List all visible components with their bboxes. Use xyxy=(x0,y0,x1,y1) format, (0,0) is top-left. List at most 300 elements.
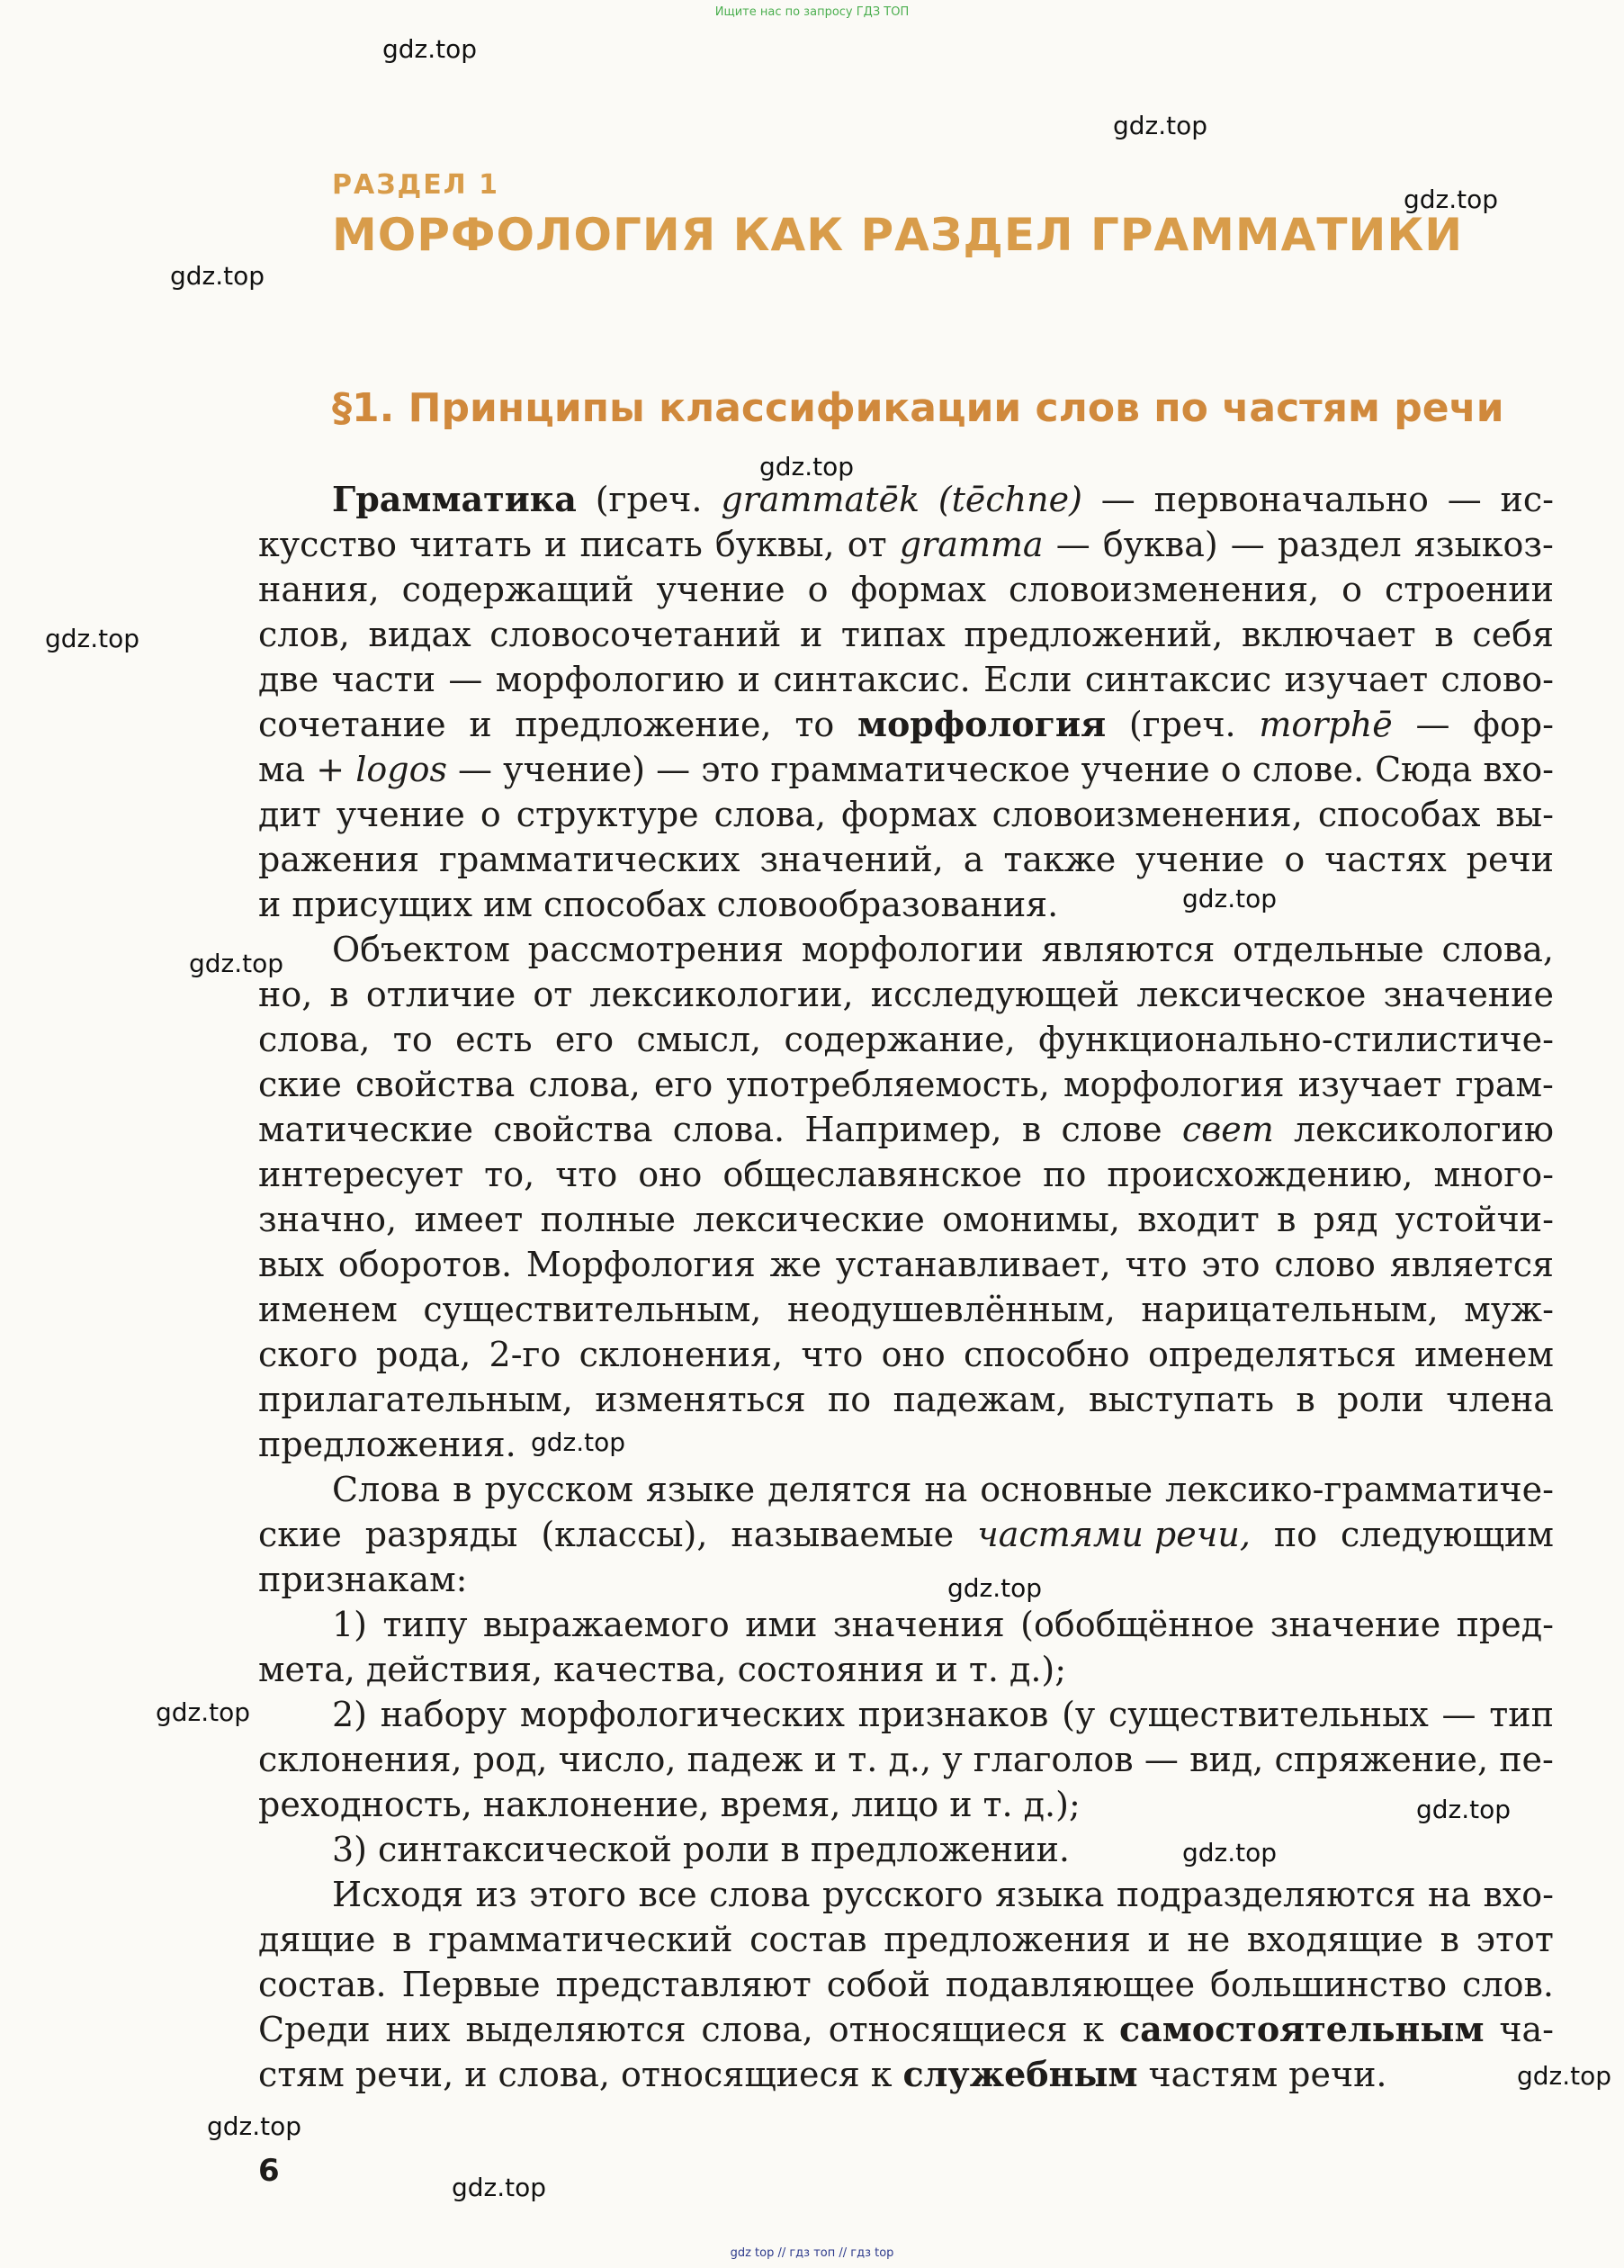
word: вы- xyxy=(1495,795,1554,834)
word: исследующей xyxy=(870,975,1120,1014)
word: лексико-грамматиче- xyxy=(1165,1470,1554,1509)
word: (греч. xyxy=(1128,705,1236,744)
word: все xyxy=(638,1875,697,1914)
word: Сюда xyxy=(1375,750,1473,789)
word: свойства xyxy=(355,1065,516,1104)
word: ма xyxy=(258,750,306,789)
text-line xyxy=(258,612,1554,657)
word: подавляющее xyxy=(945,1965,1196,2004)
footer-note: gdz top // гдз топ // гдз top xyxy=(730,2246,894,2260)
word: две xyxy=(258,660,319,699)
word: то xyxy=(794,705,835,744)
word: ского xyxy=(258,1335,358,1374)
word: вид, xyxy=(1189,1740,1264,1779)
word: — xyxy=(458,750,493,789)
body-text xyxy=(258,477,1554,2097)
word: стям xyxy=(258,2055,345,2094)
word: собой xyxy=(826,1965,930,2004)
word: существительным, xyxy=(423,1290,762,1329)
word: и xyxy=(813,1740,838,1779)
word: ские xyxy=(258,1515,342,1554)
word: значно, xyxy=(258,1200,398,1239)
word: предложения. xyxy=(258,1425,516,1464)
word: что xyxy=(1125,1245,1188,1284)
word: — xyxy=(1055,525,1090,564)
word: определяться xyxy=(1147,1335,1396,1374)
word: предложений, xyxy=(964,615,1224,654)
word: самостоятельным xyxy=(1119,2009,1485,2049)
word: на xyxy=(1428,1875,1471,1914)
text-line xyxy=(258,2007,1554,2052)
word: оборотов. xyxy=(337,1245,513,1284)
word: неодушевлённым, xyxy=(786,1290,1116,1329)
word: о xyxy=(1220,750,1242,789)
word: Слова xyxy=(332,1470,441,1509)
word: качества, xyxy=(553,1650,727,1689)
watermark: gdz.top xyxy=(1182,1838,1278,1868)
text-line xyxy=(258,1062,1554,1107)
word: относящиеся xyxy=(620,2055,860,2094)
word: слово- xyxy=(1440,660,1554,699)
word: из xyxy=(475,1875,517,1914)
word: формах xyxy=(841,795,977,834)
word: оно xyxy=(881,1335,946,1374)
word: нарицательным, xyxy=(1141,1290,1439,1329)
header-note: Ищите нас по запросу ГДЗ ТОП xyxy=(714,5,910,19)
word: состав xyxy=(749,1920,867,1959)
word: выступать xyxy=(1089,1380,1275,1419)
section-label: РАЗДЕЛ 1 xyxy=(332,169,499,201)
word: сочетание xyxy=(258,705,446,744)
word: Например, xyxy=(804,1110,1002,1149)
word: речи, xyxy=(354,2055,454,2094)
word: учение xyxy=(336,795,465,834)
word: слова. xyxy=(672,1110,785,1149)
word: то, xyxy=(484,1155,535,1194)
word: лицо xyxy=(851,1785,939,1824)
word: значения xyxy=(832,1605,1005,1644)
word: именем xyxy=(258,1290,398,1329)
word: разряды xyxy=(364,1515,518,1554)
word: по xyxy=(1043,1155,1087,1194)
word: предложение, xyxy=(515,705,772,744)
word: себя xyxy=(1472,615,1554,654)
word: матические xyxy=(258,1110,474,1149)
word: — xyxy=(1230,525,1265,564)
word: учение xyxy=(1135,840,1265,879)
word: то xyxy=(392,1020,433,1059)
text-line xyxy=(258,1827,1554,1872)
watermark: gdz.top xyxy=(452,2173,547,2202)
word: состояния xyxy=(737,1650,925,1689)
word: а xyxy=(963,840,984,879)
word: что xyxy=(801,1335,864,1374)
word: языке xyxy=(645,1470,756,1509)
word: падеж xyxy=(686,1740,803,1779)
word: типу xyxy=(382,1605,468,1644)
word: слова, xyxy=(528,1065,641,1104)
text-line xyxy=(258,1647,1554,1692)
watermark: gdz.top xyxy=(1404,184,1499,214)
word: у xyxy=(942,1740,963,1779)
word: 2) xyxy=(332,1695,368,1734)
word: вхо- xyxy=(1483,1875,1554,1914)
watermark: gdz.top xyxy=(1113,111,1208,140)
word: в xyxy=(1021,1110,1042,1149)
word: состав. xyxy=(258,1965,387,2004)
word: Объектом xyxy=(332,930,510,969)
word: и xyxy=(1147,1920,1171,1959)
word: строении xyxy=(1384,570,1554,609)
word: и xyxy=(469,705,492,744)
word: грамматический xyxy=(428,1920,733,1959)
word: к xyxy=(870,2055,893,2094)
text-line xyxy=(258,567,1554,612)
text-line xyxy=(258,657,1554,702)
word: отличие xyxy=(365,975,516,1014)
word: в xyxy=(329,975,349,1014)
word: морфология xyxy=(1063,1065,1285,1104)
word: в xyxy=(1296,1380,1315,1419)
word: предложении. xyxy=(810,1830,1070,1869)
word: ча- xyxy=(1499,2010,1554,2049)
word: имеет xyxy=(414,1200,524,1239)
paragraph-title: §1. Принципы классификации слов по частям речи xyxy=(332,385,1504,431)
text-line xyxy=(258,1917,1554,1962)
word: к xyxy=(1082,2010,1105,2049)
text-line xyxy=(258,1377,1554,1422)
text-line xyxy=(258,1467,1554,1512)
word: в xyxy=(453,1470,472,1509)
word: формах xyxy=(850,570,987,609)
word: языка xyxy=(995,1875,1105,1914)
word: синтаксической xyxy=(378,1830,672,1869)
word: пред- xyxy=(1456,1605,1554,1644)
word: — xyxy=(1415,705,1450,744)
word: и xyxy=(544,525,568,564)
text-line xyxy=(258,1962,1554,2007)
word: первоначально xyxy=(1153,480,1429,519)
word: Исходя xyxy=(332,1875,464,1914)
word: д.); xyxy=(1009,1650,1067,1689)
word: от xyxy=(847,525,887,564)
word: (классы), xyxy=(541,1515,708,1554)
word: и xyxy=(737,660,761,699)
word: наклонение, xyxy=(482,1785,710,1824)
word: является xyxy=(1389,1245,1554,1284)
word: спряжение, xyxy=(1274,1740,1489,1779)
text-line xyxy=(258,1017,1554,1062)
word: дит xyxy=(258,795,321,834)
word: есть xyxy=(455,1020,533,1059)
text-line xyxy=(258,1422,1554,1467)
word: — xyxy=(1447,480,1482,519)
word: значений, xyxy=(759,840,944,879)
word: делятся xyxy=(767,1470,912,1509)
word: вхо- xyxy=(1483,750,1554,789)
word: употребляемость, xyxy=(726,1065,1050,1104)
watermark: gdz.top xyxy=(207,2111,302,2141)
word: интересует xyxy=(258,1155,464,1194)
word: видах xyxy=(368,615,471,654)
word: основные xyxy=(980,1470,1153,1509)
word: словоизменения, xyxy=(991,795,1303,834)
word: нания, xyxy=(258,570,380,609)
word: буква) xyxy=(1102,525,1218,564)
text-line xyxy=(258,2052,1554,2097)
watermark: gdz.top xyxy=(1182,884,1278,914)
word: от xyxy=(533,975,573,1014)
word: устойчи- xyxy=(1395,1200,1554,1239)
text-line xyxy=(258,702,1554,747)
word: прилагательным, xyxy=(258,1380,573,1419)
word: (обобщённое xyxy=(1020,1605,1255,1644)
word: слова, xyxy=(1441,930,1554,969)
word: — xyxy=(1100,480,1135,519)
word: Грамматика xyxy=(332,479,577,519)
word: по xyxy=(1273,1515,1318,1554)
word: тип xyxy=(1489,1695,1554,1734)
word: фор- xyxy=(1473,705,1554,744)
word: (tēchne) xyxy=(938,480,1082,519)
watermark: gdz.top xyxy=(156,1697,251,1727)
word: и xyxy=(935,1650,958,1689)
word: склонения, xyxy=(258,1740,462,1779)
word: дящие xyxy=(258,1920,376,1959)
word: Если xyxy=(983,660,1072,699)
text-line xyxy=(258,477,1554,522)
text-line xyxy=(258,1557,1554,1602)
word: вых xyxy=(258,1245,325,1284)
text-line xyxy=(258,1242,1554,1287)
word: реходность, xyxy=(258,1785,472,1824)
word: слова, xyxy=(498,2055,610,2094)
word: морфология xyxy=(857,704,1107,744)
word: им xyxy=(483,885,533,924)
word: слова xyxy=(709,1875,811,1914)
word: — xyxy=(1144,1740,1179,1779)
word: его xyxy=(654,1065,713,1104)
page-number: 6 xyxy=(258,2153,280,2189)
word: функционально-стилистиче- xyxy=(1038,1020,1554,1059)
word: предложения xyxy=(884,1920,1131,1959)
word: изучает xyxy=(1284,660,1429,699)
word: что xyxy=(555,1155,618,1194)
word: этого xyxy=(529,1875,627,1914)
word: т. xyxy=(982,1785,1013,1824)
word: это xyxy=(1201,1245,1261,1284)
word: речи xyxy=(1466,840,1554,879)
word: входящие xyxy=(1246,1920,1424,1959)
word: слове xyxy=(1061,1110,1162,1149)
word: число, xyxy=(558,1740,677,1779)
word: это xyxy=(701,750,760,789)
text-line xyxy=(258,927,1554,972)
word: род, xyxy=(472,1740,548,1779)
word: смысл, xyxy=(636,1020,762,1059)
word: типах xyxy=(840,615,946,654)
word: свет xyxy=(1181,1110,1274,1149)
word: и xyxy=(949,1785,973,1824)
word: пе- xyxy=(1499,1740,1554,1779)
word: morphē xyxy=(1259,705,1393,744)
word: (греч. xyxy=(595,480,703,519)
word: полные xyxy=(540,1200,677,1239)
watermark: gdz.top xyxy=(170,261,265,291)
word: этот xyxy=(1476,1920,1554,1959)
word: — xyxy=(1441,1695,1476,1734)
word: в xyxy=(780,1830,800,1869)
word: них xyxy=(385,2010,451,2049)
word: слово xyxy=(1274,1245,1376,1284)
word: ис- xyxy=(1500,480,1554,519)
word: лексикологии, xyxy=(589,975,854,1014)
word: 1) xyxy=(332,1605,368,1644)
text-line xyxy=(258,1782,1554,1827)
word: ражения xyxy=(258,840,420,879)
word: о xyxy=(1341,570,1362,609)
word: значение xyxy=(1270,1605,1441,1644)
word: содержание, xyxy=(784,1020,1016,1059)
word: следующим xyxy=(1340,1515,1554,1554)
word: его xyxy=(554,1020,615,1059)
word: читать xyxy=(409,525,532,564)
word: русского xyxy=(821,1875,983,1914)
word: устанавливает, xyxy=(835,1245,1111,1284)
word: структуре xyxy=(516,795,699,834)
text-line xyxy=(258,1737,1554,1782)
text-line xyxy=(258,1287,1554,1332)
word: грамматических xyxy=(439,840,740,879)
word: т. xyxy=(848,1740,878,1779)
word: части xyxy=(331,660,436,699)
word: — xyxy=(656,750,691,789)
word: морфологических xyxy=(519,1695,845,1734)
word: 3) xyxy=(332,1830,368,1869)
word: слов. xyxy=(1462,1965,1554,2004)
text-line xyxy=(258,1512,1554,1557)
text-line xyxy=(258,747,1554,792)
word: на xyxy=(924,1470,968,1509)
word: общеславянское xyxy=(722,1155,1023,1194)
word: слова, xyxy=(701,2010,813,2049)
text-line xyxy=(258,1152,1554,1197)
word: словоизменения, xyxy=(1008,570,1320,609)
word: частях xyxy=(1324,840,1447,879)
watermark: gdz.top xyxy=(45,624,140,653)
word: кусство xyxy=(258,525,397,564)
word: члена xyxy=(1446,1380,1554,1419)
word: же xyxy=(769,1245,822,1284)
word: учение xyxy=(656,570,785,609)
word: речи. xyxy=(1288,2055,1387,2094)
word: д., xyxy=(888,1740,932,1779)
word: синтаксис xyxy=(1084,660,1272,699)
word: не xyxy=(1187,1920,1231,1959)
text-line xyxy=(258,882,1554,927)
word: способах xyxy=(543,885,706,924)
watermark: gdz.top xyxy=(531,1427,626,1457)
word: ские xyxy=(258,1065,342,1104)
word: происхождению, xyxy=(1107,1155,1413,1194)
word: морфологии xyxy=(801,930,1024,969)
word: буквы, xyxy=(714,525,835,564)
word: много- xyxy=(1433,1155,1554,1194)
word: изменяться xyxy=(595,1380,806,1419)
word: частями речи, xyxy=(977,1515,1251,1554)
text-line xyxy=(258,1332,1554,1377)
word: признакам: xyxy=(258,1560,468,1599)
word: грамматическое xyxy=(770,750,1071,789)
word: способах xyxy=(1317,795,1481,834)
word: по xyxy=(827,1380,872,1419)
text-line xyxy=(258,1107,1554,1152)
word: оно xyxy=(638,1155,703,1194)
word: способно xyxy=(963,1335,1130,1374)
word: действия, xyxy=(365,1650,543,1689)
word: подразделяются xyxy=(1116,1875,1416,1914)
word: время, xyxy=(720,1785,841,1824)
word: свойства xyxy=(493,1110,653,1149)
word: рассмотрения xyxy=(527,930,785,969)
word: и xyxy=(258,885,282,924)
word: включает xyxy=(1242,615,1416,654)
word: Первые xyxy=(401,1965,541,2004)
word: и xyxy=(799,615,823,654)
word: выделяются xyxy=(465,2010,686,2049)
word: 2-го xyxy=(489,1335,561,1374)
word: писать xyxy=(579,525,703,564)
word: являются xyxy=(1041,930,1216,969)
text-line xyxy=(258,972,1554,1017)
word: большинство xyxy=(1210,1965,1448,2004)
watermark: gdz.top xyxy=(1416,1795,1512,1824)
word: слова, xyxy=(713,795,827,834)
word: но, xyxy=(258,975,313,1014)
word: падежам, xyxy=(893,1380,1067,1419)
text-line xyxy=(258,522,1554,567)
word: роли xyxy=(682,1830,770,1869)
word: в xyxy=(1434,615,1454,654)
word: омонимы, xyxy=(942,1200,1120,1239)
word: о xyxy=(807,570,829,609)
word: входит xyxy=(1137,1200,1260,1239)
word: морфологию xyxy=(495,660,725,699)
word: частям xyxy=(1148,2055,1279,2094)
text-line xyxy=(258,1872,1554,1917)
word: (у xyxy=(1062,1695,1096,1734)
word: рода, xyxy=(375,1335,471,1374)
word: лексикологию xyxy=(1293,1110,1554,1149)
word: существительных xyxy=(1108,1695,1429,1734)
text-line xyxy=(258,1197,1554,1242)
word: присущих xyxy=(292,885,473,924)
word: о xyxy=(480,795,501,834)
word: набору xyxy=(380,1695,507,1734)
word: склонения, xyxy=(579,1335,784,1374)
word: мета, xyxy=(258,1650,355,1689)
word: служебным xyxy=(902,2054,1138,2094)
text-line xyxy=(258,837,1554,882)
text-line xyxy=(258,1602,1554,1647)
watermark: gdz.top xyxy=(759,452,855,482)
word: языкоз- xyxy=(1413,525,1554,564)
word: ряд xyxy=(1313,1200,1378,1239)
word: признаков xyxy=(857,1695,1049,1734)
word: именем xyxy=(1414,1335,1554,1374)
watermark: gdz.top xyxy=(189,949,284,978)
word: лексические xyxy=(693,1200,925,1239)
